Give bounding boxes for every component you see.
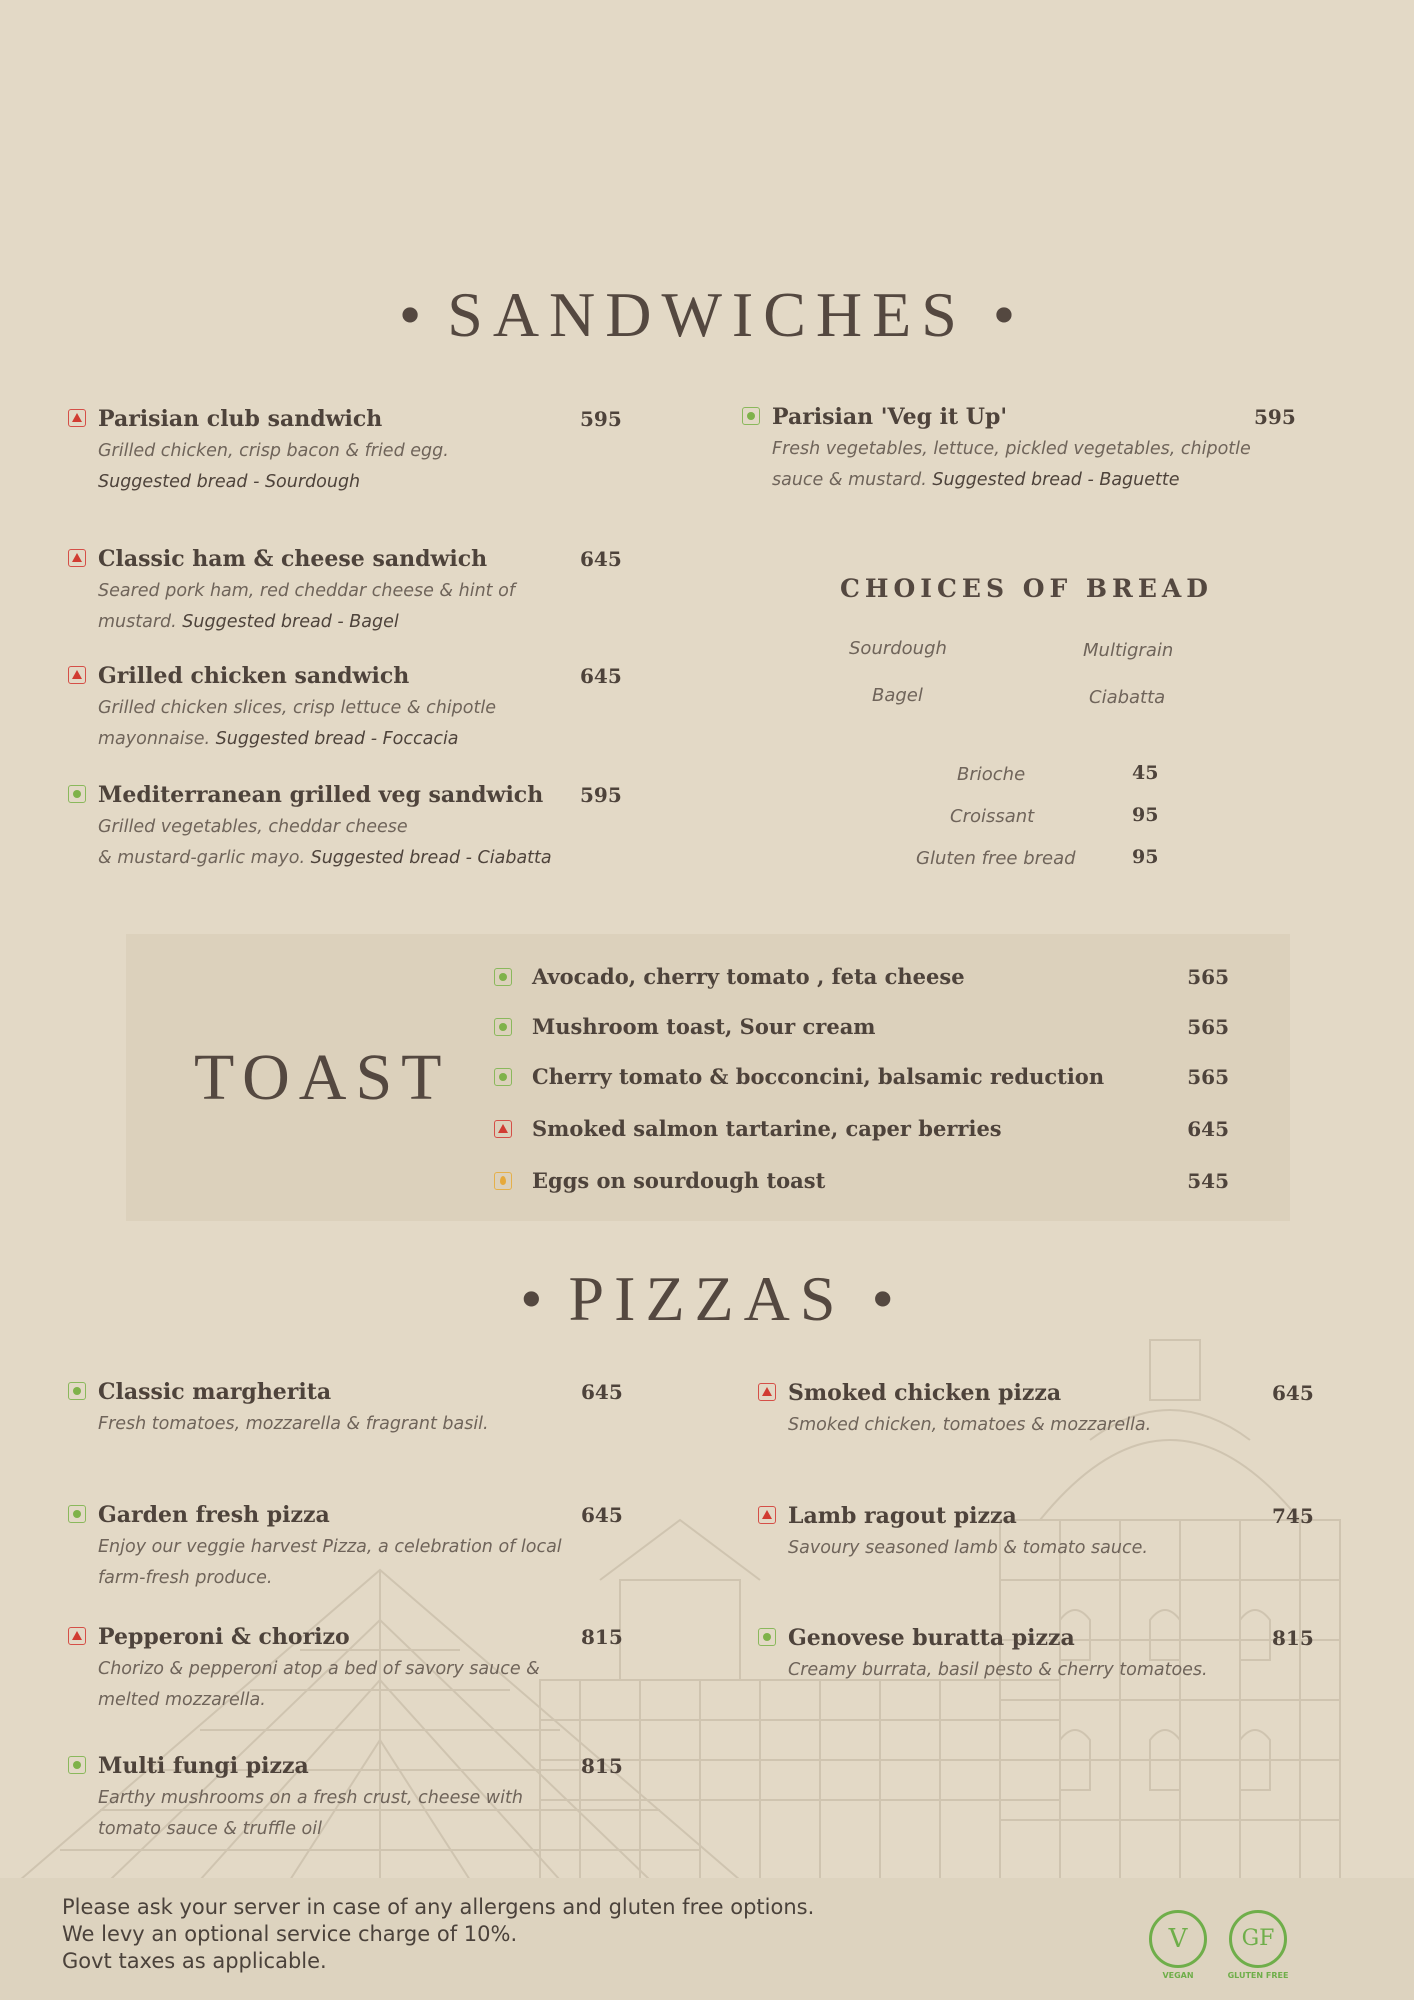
item-description-text: Fresh vegetables, lettuce, pickled vegetables, chipotle xyxy=(772,439,1251,459)
item-description-text: & mustard-garlic mayo. xyxy=(98,848,306,868)
vegan-badge-label: VEGAN xyxy=(1162,1971,1194,1980)
menu-item xyxy=(68,1622,628,1716)
allergen-note: Please ask your server in case of any allergens and gluten free options. xyxy=(62,1895,815,1919)
non-veg-icon xyxy=(758,1383,776,1401)
toast-item xyxy=(494,1062,1229,1092)
suggested-bread: Suggested bread - Baguette xyxy=(932,470,1180,490)
item-description xyxy=(68,812,628,874)
veg-icon xyxy=(494,1018,512,1036)
menu-item xyxy=(68,1377,628,1440)
item-name: Grilled chicken sandwich xyxy=(98,663,410,689)
item-description-text: Creamy burrata, basil pesto & cherry tomatoes. xyxy=(788,1660,1208,1680)
item-description xyxy=(758,1655,1318,1686)
egg-icon xyxy=(494,1172,512,1190)
item-price: 645 xyxy=(1272,1381,1314,1405)
veg-icon xyxy=(494,1068,512,1086)
menu-item xyxy=(68,404,628,498)
item-description xyxy=(758,1533,1318,1564)
item-name: Classic margherita xyxy=(98,1379,332,1405)
sandwiches-title xyxy=(0,278,1414,352)
item-description-text: Savoury seasoned lamb & tomato sauce. xyxy=(788,1538,1148,1558)
suggested-bread: Suggested bread - Bagel xyxy=(182,612,399,632)
pizzas-title xyxy=(0,1262,1414,1336)
bread-option: Croissant xyxy=(950,806,1035,827)
bread-option: Brioche xyxy=(957,764,1026,785)
veg-icon xyxy=(758,1628,776,1646)
item-price: 645 xyxy=(580,547,622,571)
bread-option: Ciabatta xyxy=(1089,687,1166,708)
item-description xyxy=(68,1532,628,1594)
menu-item xyxy=(68,1751,628,1845)
bread-option: Multigrain xyxy=(1083,640,1174,661)
item-name: Eggs on sourdough toast xyxy=(532,1168,826,1193)
pizzas-title-text: PIZZAS xyxy=(568,1263,846,1334)
item-description-text: Enjoy our veggie harvest Pizza, a celebration of local xyxy=(98,1537,562,1557)
veg-icon xyxy=(68,1756,86,1774)
non-veg-icon xyxy=(758,1506,776,1524)
item-description-text: Grilled chicken slices, crisp lettuce & chipotle xyxy=(98,698,496,718)
item-name: Parisian 'Veg it Up' xyxy=(772,404,1008,430)
toast-item xyxy=(494,1114,1229,1144)
item-description-text: mayonnaise. xyxy=(98,729,211,749)
menu-item xyxy=(758,1378,1318,1441)
item-price: 645 xyxy=(1187,1117,1229,1141)
non-veg-icon xyxy=(68,666,86,684)
toast-title: TOAST xyxy=(194,1041,451,1114)
item-name: Parisian club sandwich xyxy=(98,406,383,432)
gluten-free-badge-label: GLUTEN FREE xyxy=(1227,1971,1289,1980)
item-price: 815 xyxy=(1272,1626,1314,1650)
item-description xyxy=(758,1410,1318,1441)
bullet-icon: • xyxy=(992,279,1016,350)
item-name: Cherry tomato & bocconcini, balsamic reduction xyxy=(532,1064,1105,1089)
menu-item xyxy=(68,661,628,755)
item-name: Pepperoni & chorizo xyxy=(98,1624,350,1650)
toast-item xyxy=(494,1166,1229,1196)
item-description-text: sauce & mustard. xyxy=(772,470,927,490)
item-description xyxy=(68,436,628,498)
item-name: Garden fresh pizza xyxy=(98,1502,330,1528)
bread-price: 95 xyxy=(1132,846,1159,868)
item-description-text: Fresh tomatoes, mozzarella & fragrant basil. xyxy=(98,1414,489,1434)
bullet-icon: • xyxy=(871,1263,894,1334)
veg-icon xyxy=(494,968,512,986)
bullet-icon: • xyxy=(398,279,422,350)
item-price: 545 xyxy=(1187,1169,1229,1193)
vegan-badge-icon: V xyxy=(1149,1910,1207,1968)
item-description xyxy=(68,576,628,638)
item-name: Mushroom toast, Sour cream xyxy=(532,1014,876,1039)
item-description xyxy=(68,1783,628,1845)
non-veg-icon xyxy=(68,1627,86,1645)
menu-item xyxy=(68,1500,628,1594)
menu-item xyxy=(758,1501,1318,1564)
toast-item xyxy=(494,962,1229,992)
item-price: 565 xyxy=(1187,1065,1229,1089)
item-description-text: Grilled chicken, crisp bacon & fried egg. xyxy=(98,441,449,461)
item-description-text: Earthy mushrooms on a fresh crust, cheese with xyxy=(98,1788,523,1808)
non-veg-icon xyxy=(68,549,86,567)
item-description-text: Seared pork ham, red cheddar cheese & hint of xyxy=(98,581,515,601)
item-price: 645 xyxy=(581,1380,623,1404)
suggested-bread: Suggested bread - Foccacia xyxy=(215,729,459,749)
bread-option: Gluten free bread xyxy=(916,848,1076,869)
item-name: Mediterranean grilled veg sandwich xyxy=(98,782,544,808)
bread-price: 45 xyxy=(1132,762,1159,784)
item-name: Classic ham & cheese sandwich xyxy=(98,546,488,572)
bread-choices-title: CHOICES OF BREAD xyxy=(840,574,1213,603)
menu-item xyxy=(68,780,628,874)
item-description xyxy=(68,693,628,755)
non-veg-icon xyxy=(68,409,86,427)
item-price: 645 xyxy=(580,664,622,688)
item-description-text: Smoked chicken, tomatoes & mozzarella. xyxy=(788,1415,1152,1435)
bread-option: Bagel xyxy=(872,685,923,706)
menu-item xyxy=(758,1623,1318,1686)
footer xyxy=(0,1878,1414,2000)
item-description xyxy=(68,1654,628,1716)
item-description-text: Chorizo & pepperoni atop a bed of savory sauce & xyxy=(98,1659,540,1679)
item-description xyxy=(68,1409,628,1440)
item-price: 645 xyxy=(581,1503,623,1527)
item-price: 815 xyxy=(581,1754,623,1778)
item-price: 595 xyxy=(580,407,622,431)
suggested-bread: Suggested bread - Ciabatta xyxy=(310,848,552,868)
menu-item xyxy=(68,544,628,638)
toast-item xyxy=(494,1012,1229,1042)
item-name: Avocado, cherry tomato , feta cheese xyxy=(532,964,965,989)
item-price: 745 xyxy=(1272,1504,1314,1528)
veg-icon xyxy=(742,407,760,425)
item-name: Lamb ragout pizza xyxy=(788,1503,1017,1529)
non-veg-icon xyxy=(494,1120,512,1138)
item-description-text: tomato sauce & truffle oil xyxy=(98,1819,322,1839)
service-charge-note: We levy an optional service charge of 10%. xyxy=(62,1922,518,1946)
item-name: Genovese buratta pizza xyxy=(788,1625,1075,1651)
veg-icon xyxy=(68,1505,86,1523)
tax-note: Govt taxes as applicable. xyxy=(62,1949,327,1973)
item-description-text: melted mozzarella. xyxy=(98,1690,266,1710)
sandwiches-title-text: SANDWICHES xyxy=(447,279,967,350)
item-description-text: farm-fresh produce. xyxy=(98,1568,273,1588)
item-name: Smoked salmon tartarine, caper berries xyxy=(532,1116,1002,1141)
bread-price: 95 xyxy=(1132,804,1159,826)
item-description-text: mustard. xyxy=(98,612,177,632)
item-description xyxy=(742,434,1342,496)
bullet-icon: • xyxy=(520,1263,543,1334)
gluten-free-badge-icon: GF xyxy=(1229,1910,1287,1968)
veg-icon xyxy=(68,1382,86,1400)
item-price: 815 xyxy=(581,1625,623,1649)
bread-option: Sourdough xyxy=(849,638,947,659)
veg-icon xyxy=(68,785,86,803)
item-description-text: Grilled vegetables, cheddar cheese xyxy=(98,817,408,837)
item-name: Smoked chicken pizza xyxy=(788,1380,1062,1406)
item-price: 595 xyxy=(1254,405,1296,429)
menu-item xyxy=(742,402,1342,496)
item-price: 565 xyxy=(1187,965,1229,989)
suggested-bread: Suggested bread - Sourdough xyxy=(98,472,361,492)
item-name: Multi fungi pizza xyxy=(98,1753,309,1779)
item-price: 565 xyxy=(1187,1015,1229,1039)
item-price: 595 xyxy=(580,783,622,807)
